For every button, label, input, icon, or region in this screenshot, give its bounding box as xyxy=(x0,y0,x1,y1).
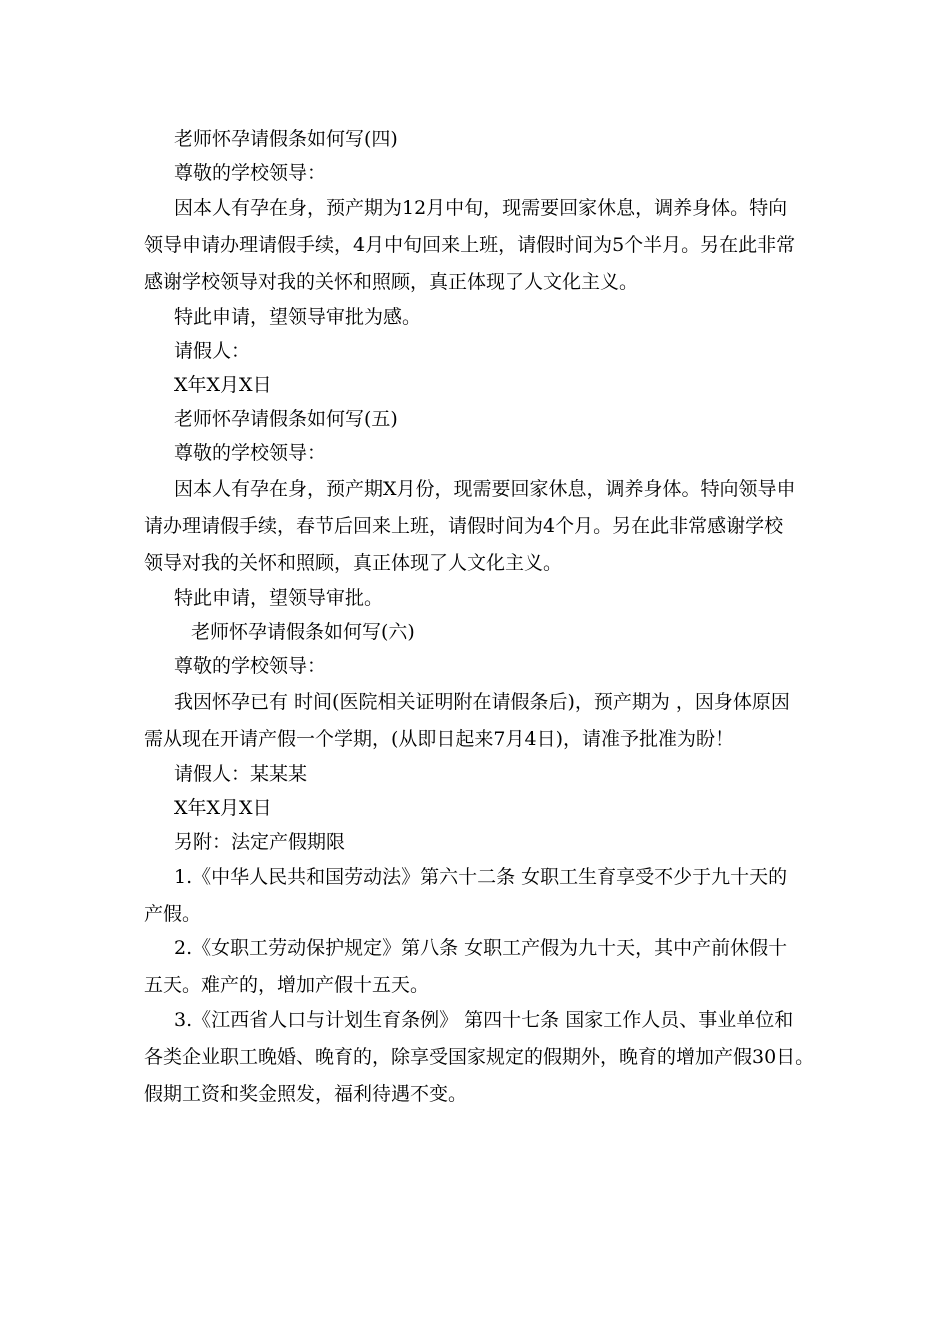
section-5-salutation: 尊敬的学校领导： xyxy=(174,442,327,464)
section-5-closing: 特此申请，望领导审批。 xyxy=(174,587,384,609)
section-4-body-line: 因本人有孕在身，预产期为12月中旬，现需要回家休息，调养身体。特向 xyxy=(174,197,788,219)
section-5-body-line: 领导对我的关怀和照顾，真正体现了人文化主义。 xyxy=(144,552,563,574)
section-4-date: X年X月X日 xyxy=(174,374,272,396)
appendix-item-line: 2.《女职工劳动保护规定》第八条 女职工产假为九十天，其中产前休假十 xyxy=(174,937,788,959)
section-5-body-line: 请办理请假手续，春节后回来上班，请假时间为4个月。另在此非常感谢学校 xyxy=(144,515,784,537)
section-6-date: X年X月X日 xyxy=(174,797,272,819)
section-5-title: 老师怀孕请假条如何写(五) xyxy=(174,408,398,430)
section-4-body-line: 感谢学校领导对我的关怀和照顾，真正体现了人文化主义。 xyxy=(144,271,639,293)
section-6-title: 老师怀孕请假条如何写(六) xyxy=(191,621,415,643)
section-6-body-line: 我因怀孕已有 时间(医院相关证明附在请假条后)，预产期为 ，因身体原因 xyxy=(174,691,790,713)
section-4-closing: 特此申请，望领导审批为感。 xyxy=(174,306,422,328)
appendix-item-line: 3.《江西省人口与计划生育条例》 第四十七条 国家工作人员、事业单位和 xyxy=(174,1009,794,1031)
section-6-salutation: 尊敬的学校领导： xyxy=(174,655,327,677)
section-4-salutation: 尊敬的学校领导： xyxy=(174,162,327,184)
appendix-item-line: 产假。 xyxy=(144,903,202,925)
appendix-item-line: 各类企业职工晚婚、晚育的，除享受国家规定的假期外，晚育的增加产假30日。 xyxy=(144,1046,815,1068)
appendix-item-line: 1.《中华人民共和国劳动法》第六十二条 女职工生育享受不少于九十天的 xyxy=(174,866,788,888)
section-4-applicant: 请假人： xyxy=(174,340,251,362)
section-4-body-line: 领导申请办理请假手续，4月中旬回来上班，请假时间为5个半月。另在此非常 xyxy=(144,234,796,256)
section-6-applicant: 请假人：某某某 xyxy=(174,763,308,785)
section-6-body-line: 需从现在开请产假一个学期，(从即日起来7月4日)，请准予批准为盼！ xyxy=(144,728,735,750)
section-4-title: 老师怀孕请假条如何写(四) xyxy=(174,128,398,150)
appendix-item-line: 假期工资和奖金照发，福利待遇不变。 xyxy=(144,1083,468,1105)
appendix-item-line: 五天。难产的，增加产假十五天。 xyxy=(144,974,430,996)
appendix-title: 另附：法定产假期限 xyxy=(174,831,346,853)
section-5-body-line: 因本人有孕在身，预产期X月份，现需要回家休息，调养身体。特向领导申 xyxy=(174,478,796,500)
